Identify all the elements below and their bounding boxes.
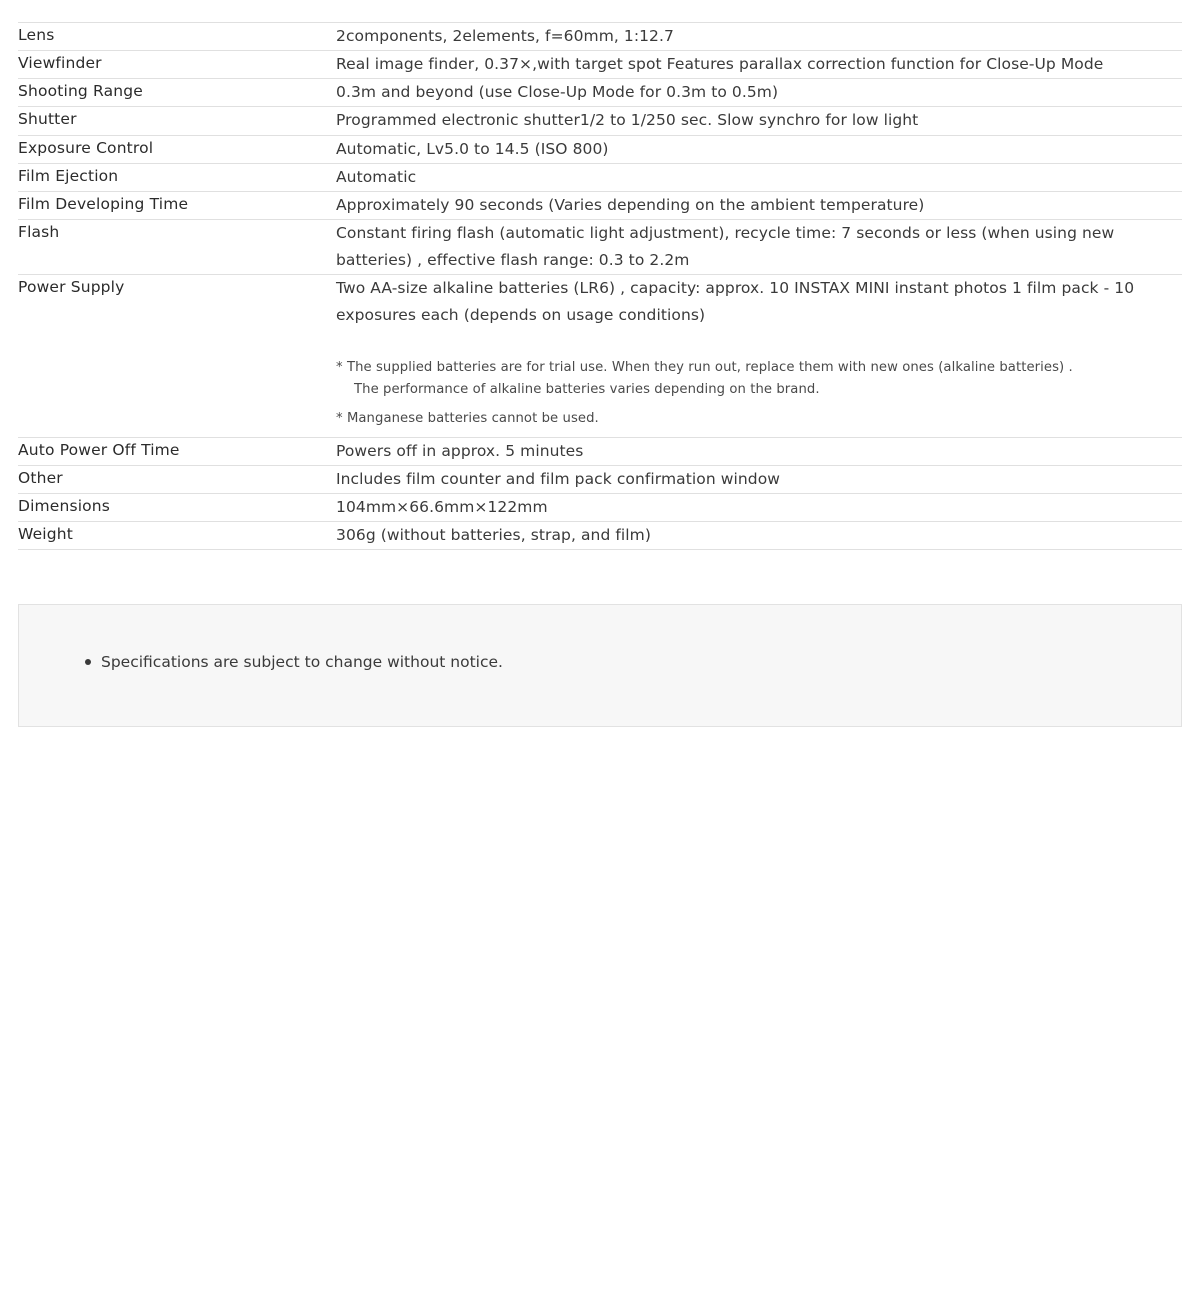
spec-value	[336, 522, 1182, 550]
table-row	[18, 135, 1182, 163]
footer-note-box	[18, 604, 1182, 726]
spec-label: Auto Power Off Time	[18, 437, 336, 465]
spec-note-line-continued: The performance of alkaline batteries varies depending on the brand.	[354, 381, 820, 397]
spec-value-text: Automatic, Lv5.0 to 14.5 (ISO 800)	[336, 139, 609, 158]
spec-label: Flash	[18, 219, 336, 274]
spec-value	[336, 494, 1182, 522]
table-row	[18, 219, 1182, 274]
table-row	[18, 494, 1182, 522]
list-item: Specifications are subject to change without notice.	[85, 649, 1181, 675]
spec-label: Viewfinder	[18, 51, 336, 79]
spec-value-text: 0.3m and beyond (use Close-Up Mode for 0.3m to 0.5m)	[336, 83, 779, 102]
spec-note	[336, 357, 1182, 399]
table-row	[18, 191, 1182, 219]
spec-value-text: Powers off in approx. 5 minutes	[336, 441, 584, 460]
spec-label: Weight	[18, 522, 336, 550]
spec-value-text: Real image finder, 0.37×,with target spot Features parallax correction function for Close-Up Mode	[336, 55, 1104, 74]
spec-value-text: Constant firing flash (automatic light adjustment), recycle time: 7 seconds or less (when using new batteries) , effective flash range: 0.3 to 2.2m	[336, 223, 1115, 269]
spec-value-notes	[336, 357, 1182, 428]
spec-value	[336, 275, 1182, 438]
spec-value-text: Includes film counter and film pack confirmation window	[336, 469, 781, 488]
specifications-table-body	[18, 23, 1182, 550]
spec-label: Shutter	[18, 107, 336, 135]
spec-value-text: Programmed electronic shutter1/2 to 1/250 sec. Slow synchro for low light	[336, 111, 919, 130]
spec-label: Power Supply	[18, 275, 336, 438]
spec-value	[336, 219, 1182, 274]
spec-value-text: Automatic	[336, 167, 417, 186]
table-row	[18, 23, 1182, 51]
spec-value	[336, 107, 1182, 135]
spec-value-text: 306g (without batteries, strap, and film)	[336, 526, 651, 545]
table-row	[18, 79, 1182, 107]
spec-value-text: 2components, 2elements, f=60mm, 1:12.7	[336, 27, 674, 45]
spec-value	[336, 191, 1182, 219]
table-row	[18, 275, 1182, 438]
spec-value	[336, 135, 1182, 163]
table-row	[18, 163, 1182, 191]
spec-value	[336, 23, 1182, 51]
spec-note-line: * The supplied batteries are for trial use. When they run out, replace them with new ones (alkaline batteries) .	[336, 360, 1073, 376]
table-row	[18, 107, 1182, 135]
spec-value-text: Approximately 90 seconds (Varies depending on the ambient temperature)	[336, 195, 925, 214]
spec-value-text: Two AA-size alkaline batteries (LR6) , capacity: approx. 10 INSTAX MINI instant photos 1 film pack - 10 exposures each (depends on usage conditions)	[336, 279, 1135, 325]
spec-value	[336, 437, 1182, 465]
spec-value	[336, 51, 1182, 79]
spec-label: Film Ejection	[18, 163, 336, 191]
spec-label: Film Developing Time	[18, 191, 336, 219]
top-spacer	[0, 0, 1200, 22]
table-row	[18, 437, 1182, 465]
table-row	[18, 522, 1182, 550]
specifications-table	[18, 22, 1182, 550]
spec-label: Dimensions	[18, 494, 336, 522]
table-row	[18, 51, 1182, 79]
table-row	[18, 465, 1182, 493]
spec-label: Other	[18, 465, 336, 493]
spec-value	[336, 163, 1182, 191]
spec-label: Exposure Control	[18, 135, 336, 163]
spec-value	[336, 79, 1182, 107]
spec-value	[336, 465, 1182, 493]
spec-value-text: 104mm×66.6mm×122mm	[336, 498, 548, 516]
spec-label: Lens	[18, 23, 336, 51]
footer-note-list	[19, 649, 1181, 675]
spec-label: Shooting Range	[18, 79, 336, 107]
spec-note: * Manganese batteries cannot be used.	[336, 410, 599, 426]
